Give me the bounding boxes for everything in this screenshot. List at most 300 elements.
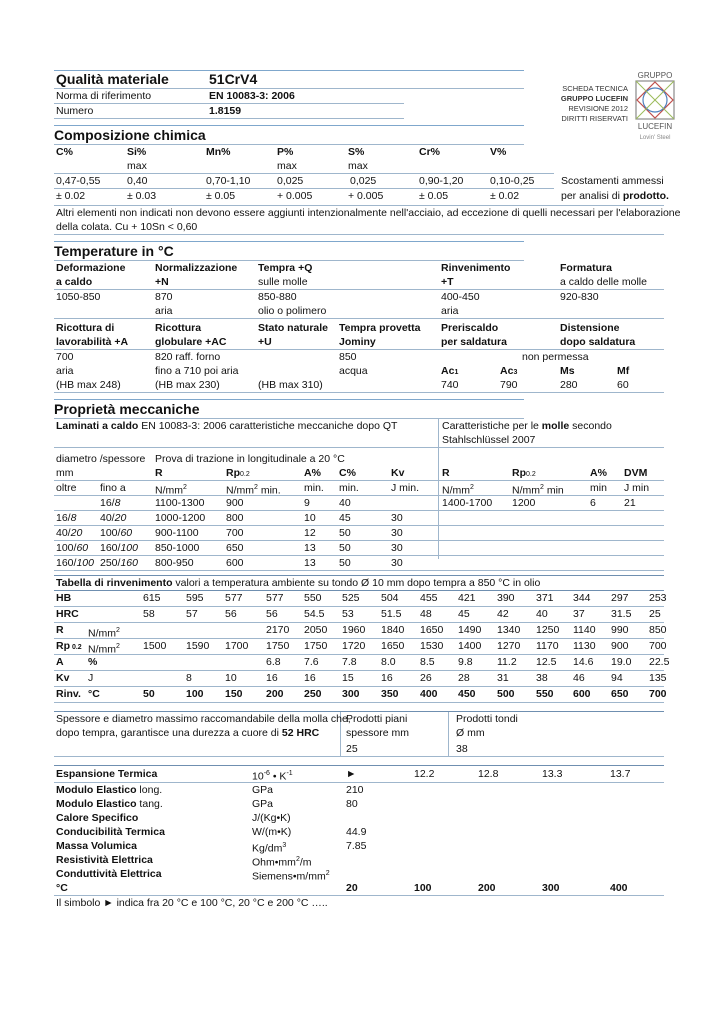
rinv-value: 6.8 — [266, 656, 281, 668]
temp-v: 1050-850 — [56, 291, 101, 303]
rinv-value: 344 — [573, 592, 591, 604]
spess-p2: spessore mm — [346, 727, 410, 739]
mech-oltre-it: 100 — [76, 557, 94, 569]
phys-label: Modulo Elastico tang. — [56, 798, 163, 810]
phys-unit-sup: 2 — [295, 856, 300, 863]
molle-bold: molle — [541, 420, 570, 432]
mech-oltre-it: 20 — [70, 527, 83, 539]
hdr-kv: Kv — [391, 467, 405, 479]
hdr-r: R — [155, 467, 163, 479]
rinv-value: 16 — [266, 672, 278, 684]
temp-w: 700 — [56, 351, 74, 363]
fino-label: fino a — [100, 482, 126, 494]
rinv-row — [54, 639, 667, 656]
chem-col: Mn% — [206, 146, 231, 158]
logo-brand-bottom: LUCEFIN — [637, 122, 673, 131]
rinv-value: 450 — [458, 688, 476, 700]
temp-h: +N — [155, 276, 169, 288]
logo-line: SCHEDA TECNICA — [562, 84, 628, 93]
mech-fino: 100/60 — [100, 527, 133, 539]
logo-tagline: Lovin' Steel — [639, 135, 671, 141]
rinv-value: 56 — [225, 608, 237, 620]
phys-row — [54, 766, 664, 783]
rinv-value: 8.0 — [381, 656, 396, 668]
chem-col: S% — [348, 146, 365, 158]
qualita-row — [54, 71, 524, 89]
mech-fino: 16/8 — [100, 497, 121, 509]
rinv-unit: °C — [88, 688, 100, 700]
temp-h: sulle molle — [258, 276, 308, 288]
rinv-value: 455 — [420, 592, 438, 604]
rinv-value: 421 — [458, 592, 476, 604]
ac-value: 740 — [441, 379, 459, 391]
temp-v: 920-830 — [560, 291, 599, 303]
mech-fino-it: 60 — [120, 527, 133, 539]
rinv-value: 2050 — [304, 624, 328, 636]
temp-g: Tempra provetta — [339, 322, 421, 334]
temp-h1 — [54, 261, 664, 275]
rinv-value: 615 — [143, 592, 161, 604]
rinv-title-row — [54, 575, 664, 591]
rinv-value: 350 — [381, 688, 399, 700]
unit: $N/mm^2$ min — [512, 484, 564, 497]
norma-label: Norma di riferimento — [56, 90, 152, 102]
datasheet — [54, 70, 681, 910]
temp-w1 — [54, 350, 664, 364]
mech-fino: 40/20 — [100, 512, 127, 524]
phys-value: ► — [346, 768, 357, 780]
phys-rows — [54, 766, 664, 896]
rinv-unit: $N/mm^2$ — [88, 627, 120, 640]
rinv-value: 253 — [649, 592, 667, 604]
spess-t2b: 52 HRC — [281, 727, 320, 739]
chem-tol: ± 0.05 — [419, 190, 449, 202]
rinv-value: 7.8 — [342, 656, 357, 668]
rinv-value: 504 — [381, 592, 399, 604]
rinv-value: 58 — [143, 608, 155, 620]
temp-h: Rinvenimento — [441, 262, 511, 274]
chem-col: P% — [277, 146, 294, 158]
mech-a: 13 — [304, 557, 316, 569]
chem-range: 0,10-0,25 — [490, 175, 535, 187]
phys-label: °C — [56, 882, 68, 894]
rinv-label: HB — [56, 592, 72, 604]
phys-label: Conduttività Elettrica — [56, 868, 162, 880]
unit: J min. — [391, 482, 420, 494]
phys-row — [54, 881, 664, 896]
mech-block — [54, 419, 664, 571]
hdr-rp — [226, 466, 250, 482]
chem-range: 0,47-0,55 — [56, 175, 101, 187]
rinv-value: 31 — [497, 672, 509, 684]
unit: min. — [339, 482, 359, 494]
mech-rp: 700 — [226, 527, 244, 539]
rinv-value: 15 — [342, 672, 354, 684]
chem-header-row — [54, 145, 664, 159]
chem-note: Scostamenti ammessi — [561, 175, 664, 187]
mech-r: 1000-1200 — [155, 512, 206, 524]
phys-value: 7.85 — [346, 840, 367, 852]
phys-row — [54, 825, 664, 839]
phys-note: Il simbolo ► indica fra 20 °C e 100 °C, 20 °C e 200 °C ….. — [56, 897, 328, 909]
rinv-value: 650 — [611, 688, 629, 700]
rinv-row — [54, 607, 664, 623]
chem-note-text: per analisi di — [561, 190, 623, 202]
temp-v: aria — [155, 305, 173, 317]
rinv-value: 1140 — [573, 624, 596, 636]
chem-col: Cr% — [419, 146, 441, 158]
rinv-value: 1270 — [497, 640, 521, 652]
phys-row — [54, 853, 664, 867]
mf-value: 60 — [617, 379, 629, 391]
rinv-label: Rinv. — [56, 688, 81, 700]
numero-row — [54, 104, 404, 119]
rinv-value: 1750 — [266, 640, 290, 652]
temp-h: Deformazione — [56, 262, 126, 274]
phys-unit: GPa — [252, 784, 274, 796]
mech-row — [54, 526, 664, 541]
rinv-value: 16 — [304, 672, 316, 684]
spess-text2 — [56, 726, 319, 740]
hdr-rp2 — [512, 466, 536, 482]
molle-text: Caratteristiche per le — [442, 420, 542, 432]
temp-h: Formatura — [560, 262, 612, 274]
mech-kv: 30 — [391, 557, 403, 569]
rinv-value: 850 — [649, 624, 667, 636]
temp-h: Normalizzazione — [155, 262, 238, 274]
rinv-value: 46 — [573, 672, 585, 684]
temp-v2 — [54, 304, 664, 319]
rinv-label: A — [56, 656, 64, 668]
rinv-value: 1590 — [186, 640, 210, 652]
chem-range: 0,70-1,10 — [206, 175, 251, 187]
temp-w: fino a 710 poi aria — [155, 365, 239, 377]
spess-row2 — [54, 726, 664, 740]
temp-w: (HB max 230) — [155, 379, 220, 391]
chem-altri: Altri elementi non indicati non devono essere aggiunti intenzionalmente nell'acciaio, ad eccezione di quelli necessari per l'elaborazione — [56, 207, 681, 219]
lam-bold: Laminati a caldo — [56, 420, 139, 432]
mech-kv: 30 — [391, 542, 403, 554]
rinv-value: 100 — [186, 688, 204, 700]
rinv-row — [54, 655, 670, 671]
rinv-value: 51.5 — [381, 608, 402, 620]
spess-p3: 25 — [346, 743, 358, 755]
temp-g1 — [54, 321, 664, 335]
phys-unit: $10^{-6}$ • $K^{-1}$ — [252, 770, 293, 783]
molle-caption2: Stahlschlüssel 2007 — [442, 434, 536, 446]
mech-c: 50 — [339, 557, 351, 569]
rinv-unit: % — [88, 656, 98, 668]
phys-unit: W/(m•K) — [252, 826, 292, 838]
unit-text: N/mm — [512, 484, 540, 497]
mech-hdr-row — [54, 466, 664, 481]
rinv-value: 37 — [573, 608, 585, 620]
mech-fino-it: 100 — [120, 542, 138, 554]
chem-tol: ± 0.03 — [127, 190, 157, 202]
mech-c: 45 — [339, 512, 351, 524]
rinv-value: 900 — [611, 640, 629, 652]
rinv-value: 28 — [458, 672, 470, 684]
rinv-value: 50 — [143, 688, 155, 700]
rinv-unit: J — [88, 672, 94, 684]
mech-fino-it: 20 — [114, 512, 127, 524]
unit: $N/mm^2$ — [155, 484, 187, 497]
logo-line: DIRITTI RISERVATI — [561, 114, 628, 123]
rinv-value: 42 — [497, 608, 509, 620]
phys-label: Calore Specifico — [56, 812, 139, 824]
rinv-value: 31.5 — [611, 608, 632, 620]
chem-tol-row — [54, 189, 669, 203]
rinv-value: 19.0 — [611, 656, 632, 668]
ac-sub: 1 — [454, 369, 459, 376]
phys-row — [54, 783, 664, 797]
temp-v: aria — [441, 305, 459, 317]
temp-w: (HB max 248) — [56, 379, 121, 391]
hdr-r2: R — [442, 467, 450, 479]
rinv-value: 8.5 — [420, 656, 435, 668]
phys-value: 13.7 — [610, 768, 631, 780]
qualita-value: 51CrV4 — [209, 71, 258, 87]
temp-v: 400-450 — [441, 291, 480, 303]
temp-h: +T — [441, 276, 454, 288]
temp-g: Ricottura — [155, 322, 202, 334]
phys-unit-sup: -1 — [286, 770, 293, 777]
rinv-value: 1700 — [225, 640, 249, 652]
lam-text: EN 10083-3: 2006 caratteristiche meccaniche dopo QT — [138, 420, 398, 432]
phys-unit: J/(Kg•K) — [252, 812, 291, 824]
temp-w: (HB max 310) — [258, 379, 323, 391]
chem-max: max — [348, 160, 368, 172]
molle-a: 6 — [590, 497, 596, 509]
mech-lam-row2 — [54, 433, 664, 448]
chem-col: Si% — [127, 146, 147, 158]
mech-oltre-it: 8 — [70, 512, 77, 524]
temp-title: Temperature in °C — [54, 242, 524, 261]
rinv-value: 390 — [497, 592, 515, 604]
temp-v: 850-880 — [258, 291, 297, 303]
temp-g: per saldatura — [441, 336, 507, 348]
numero-label: Numero — [56, 105, 94, 117]
unit: $N/mm^2$ — [442, 484, 474, 497]
phys-value: 400 — [610, 882, 628, 894]
temp-h2 — [54, 275, 664, 290]
phys-value: 100 — [414, 882, 432, 894]
rinv-value: 500 — [497, 688, 515, 700]
rinv-value: 400 — [420, 688, 438, 700]
phys-row — [54, 839, 664, 853]
temp-g: Preriscaldo — [441, 322, 499, 334]
mech-r: 900-1100 — [155, 527, 199, 539]
mech-oltre: 40/20 — [56, 527, 83, 539]
mech-fino-it: 8 — [114, 497, 121, 509]
temp-g: +U — [258, 336, 272, 348]
phys-value: 20 — [346, 882, 358, 894]
rinv-value: 577 — [266, 592, 284, 604]
rinv-value: 38 — [536, 672, 548, 684]
rinv-value: 9.8 — [458, 656, 473, 668]
chem-col: C% — [56, 146, 73, 158]
mech-title: Proprietà meccaniche — [54, 400, 524, 419]
unit: $N/mm^2$ min. — [226, 484, 281, 497]
hdr-c: C% — [339, 467, 356, 479]
rinv-unit-sup: 2 — [116, 627, 120, 634]
mm-label: mm — [56, 467, 74, 479]
rinv-value: 1250 — [536, 624, 560, 636]
rinv-label: HRC — [56, 608, 79, 620]
mech-row — [54, 556, 664, 571]
rinv-value: 94 — [611, 672, 623, 684]
rinv-value: 26 — [420, 672, 432, 684]
mech-kv: 30 — [391, 527, 403, 539]
unit: min. — [304, 482, 324, 494]
lam-caption — [56, 419, 397, 433]
rinv-value: 135 — [649, 672, 667, 684]
mech-r: 800-950 — [155, 557, 194, 569]
molle-rp: 1200 — [512, 497, 536, 509]
logo-line: GRUPPO LUCEFIN — [560, 94, 628, 103]
rinv-value: 2170 — [266, 624, 290, 636]
chem-title: Composizione chimica — [54, 126, 524, 145]
rinv-value: 11.2 — [497, 656, 517, 668]
mech-rp: 650 — [226, 542, 244, 554]
phys-value: 12.8 — [478, 768, 499, 780]
mech-rp: 600 — [226, 557, 244, 569]
chem-altri2: della colata. Cu + 10Sn < 0,60 — [54, 220, 664, 235]
rinv-value: 577 — [225, 592, 243, 604]
phys-label-tail: long. — [136, 784, 163, 796]
temp-w3 — [54, 378, 664, 393]
phys-value: 12.2 — [414, 768, 435, 780]
chem-tol: ± 0.02 — [490, 190, 520, 202]
mech-units-row — [54, 481, 664, 496]
phys-unit: $Ohm•mm^2/m$ — [252, 856, 312, 869]
rinv-value: 1340 — [497, 624, 521, 636]
hdr-rp2-sub: 0.2 — [526, 471, 536, 478]
phys-label: Espansione Termica — [56, 768, 158, 780]
mech-c: 50 — [339, 542, 351, 554]
temp-w: 820 raff. forno — [155, 351, 221, 363]
temp-non-permessa: non permessa — [522, 351, 589, 363]
rinv-title — [56, 576, 540, 590]
mech-a: 10 — [304, 512, 316, 524]
rinv-value: 7.6 — [304, 656, 319, 668]
rinv-row — [54, 687, 667, 703]
rinv-value: 200 — [266, 688, 284, 700]
mech-rp: 900 — [226, 497, 244, 509]
mech-oltre: 160/100 — [56, 557, 94, 569]
rinv-value: 8 — [186, 672, 192, 684]
ac-text: Ac — [500, 365, 514, 377]
mech-oltre: 100/60 — [56, 542, 89, 554]
rinv-value: 1750 — [304, 640, 328, 652]
temp-g: dopo saldatura — [560, 336, 636, 348]
phys-unit: $Kg/dm^3$ — [252, 842, 287, 855]
temp-w: acqua — [339, 365, 368, 377]
mech-c: 50 — [339, 527, 351, 539]
qualita-label: Qualità materiale — [56, 71, 169, 87]
temp-w: 850 — [339, 351, 357, 363]
chem-range: 0,025 — [277, 175, 304, 187]
rinv-value: 1650 — [381, 640, 405, 652]
temp-g2 — [54, 335, 664, 350]
rinv-value: 53 — [342, 608, 354, 620]
temp-v: olio o polimero — [258, 305, 327, 317]
rinv-label: Kv — [56, 672, 70, 684]
chem-note — [561, 189, 669, 203]
rinv-value: 600 — [573, 688, 591, 700]
rinv-label-sub: 0.2 — [70, 644, 82, 651]
mech-fino: 250/160 — [100, 557, 138, 569]
chem-col: V% — [490, 146, 507, 158]
temp-g: lavorabilità +A — [56, 336, 129, 348]
spess-p1: Prodotti piani — [346, 713, 408, 725]
temp-g: globulare +AC — [155, 336, 227, 348]
rinv-value: 1840 — [381, 624, 405, 636]
rinv-value: 1960 — [342, 624, 366, 636]
spess-row1 — [54, 712, 664, 726]
rinv-value: 550 — [304, 592, 322, 604]
phys-value: 13.3 — [542, 768, 563, 780]
unit: J min — [624, 482, 650, 494]
rinv-value: 700 — [649, 688, 667, 700]
phys-row — [54, 867, 664, 881]
temp-g: Jominy — [339, 336, 376, 348]
mech-a: 13 — [304, 542, 316, 554]
phys-unit: GPa — [252, 798, 274, 810]
phys-label: Conducibilità Termica — [56, 826, 165, 838]
temp-h: Tempra +Q — [258, 262, 313, 274]
prova-label: Prova di trazione in longitudinale a 20 °C — [155, 453, 345, 465]
temp-h: a caldo — [56, 276, 93, 288]
rinv-value: 990 — [611, 624, 629, 636]
norma-value: EN 10083-3: 2006 — [209, 90, 295, 102]
phys-value: 80 — [346, 798, 358, 810]
mech-fino: 160/100 — [100, 542, 138, 554]
temp-g: Ricottura di — [56, 322, 115, 334]
spess-block — [54, 711, 664, 757]
spess-row3 — [54, 742, 664, 757]
ac-text: Ac — [441, 365, 455, 377]
rinv-value: 1530 — [420, 640, 444, 652]
norma-row — [54, 89, 404, 104]
mech-row — [54, 541, 664, 556]
rinv-value: 1650 — [420, 624, 444, 636]
rinv-value: 150 — [225, 688, 243, 700]
rinv-value: 525 — [342, 592, 360, 604]
ac-value: 790 — [500, 379, 518, 391]
mech-a: 12 — [304, 527, 316, 539]
mech-row — [54, 511, 664, 526]
unit-text: N/mm — [226, 484, 254, 497]
temp-w: aria — [56, 365, 74, 377]
rinv-title-bold: Tabella di rinvenimento — [56, 577, 173, 589]
phys-label-tail: tang. — [136, 798, 163, 810]
diam-label: diametro /spessore — [56, 453, 146, 465]
spess-q1: Prodotti tondi — [456, 713, 518, 725]
molle-r: 1400-1700 — [442, 497, 493, 509]
chem-tol: ± 0.02 — [56, 190, 86, 202]
rinv-value: 1490 — [458, 624, 482, 636]
rinv-label: R — [56, 624, 64, 636]
rinv-value: 45 — [458, 608, 470, 620]
rinv-value: 1500 — [143, 640, 167, 652]
phys-value: 200 — [478, 882, 496, 894]
unit-text: N/mm — [442, 484, 470, 497]
logo-line: REVISIONE 2012 — [568, 104, 628, 113]
oltre-label: oltre — [56, 482, 77, 494]
rinv-value: 700 — [649, 640, 667, 652]
mech-r: 1100-1300 — [155, 497, 205, 509]
